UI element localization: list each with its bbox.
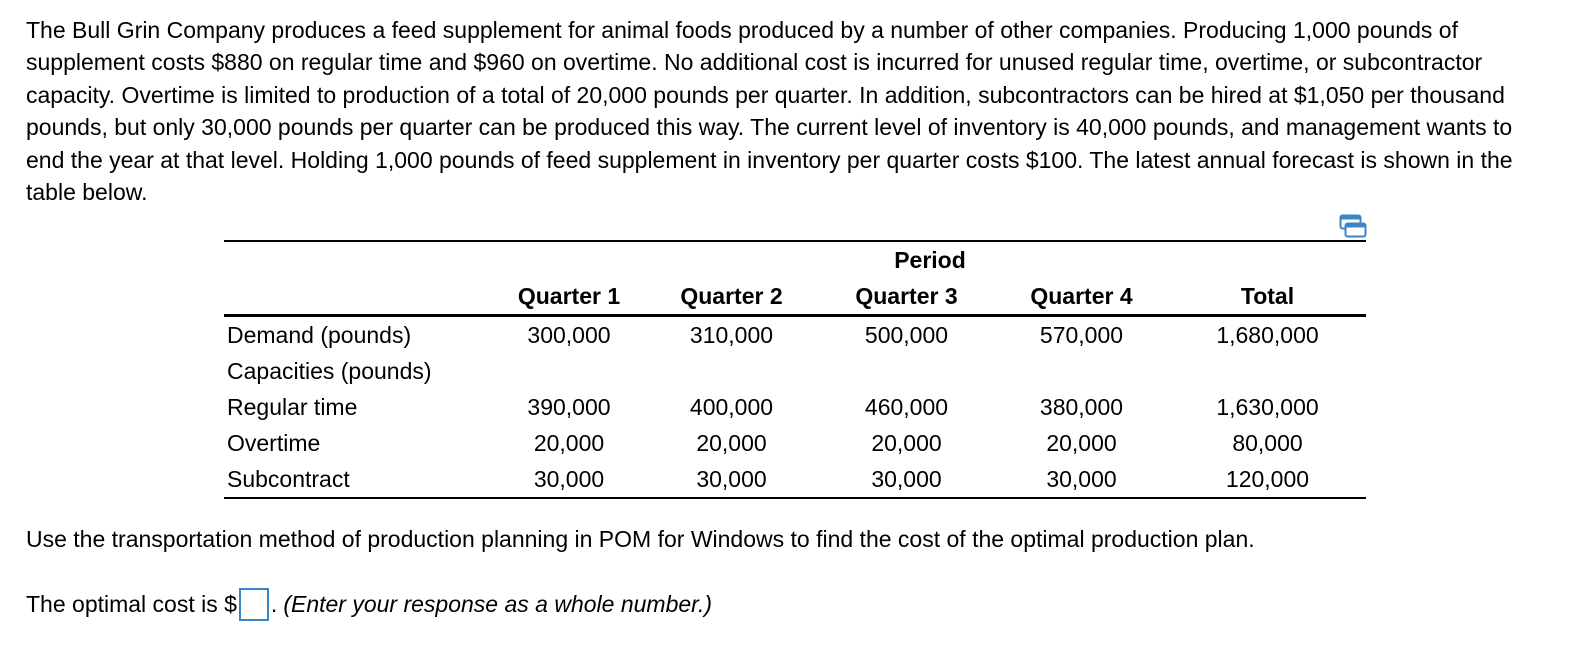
table-cell: 380,000 bbox=[1039, 393, 1124, 420]
table-cell: 460,000 bbox=[864, 393, 949, 420]
table-row-capacities bbox=[224, 353, 1366, 389]
table-cell: 30,000 bbox=[871, 465, 942, 492]
table-cell: 310,000 bbox=[689, 321, 774, 348]
column-header-quarter-3: Quarter 3 bbox=[819, 278, 994, 316]
table-row-subcontract bbox=[224, 461, 1366, 498]
row-label: Overtime bbox=[227, 429, 321, 456]
table-cell bbox=[1169, 353, 1366, 389]
table-cell: 300,000 bbox=[527, 321, 611, 348]
table-cell: 20,000 bbox=[533, 429, 605, 456]
period-header: Period bbox=[894, 246, 966, 273]
row-label: Demand (pounds) bbox=[227, 321, 412, 348]
table-cell: 500,000 bbox=[864, 321, 949, 348]
table-cell: 30,000 bbox=[696, 465, 767, 492]
table-row-regular-time bbox=[224, 389, 1366, 425]
forecast-table bbox=[224, 240, 1366, 499]
table-cell bbox=[494, 353, 644, 389]
table-cell: 30,000 bbox=[533, 465, 605, 492]
column-header-quarter-1: Quarter 1 bbox=[494, 278, 644, 316]
problem-statement: The Bull Grin Company produces a feed supplement for animal foods produced by a number of other companies. Producing 1,000 pounds of supplement costs $880 on regular time and $960 on overtime. No additional cost is incurred for unused regular time, overtime, or subcontractor capacity. Overtime is limited to production of a total of 20,000 pounds per quarter. In addition, subcontractors can be hired at $1,050 per thousand pounds, but only 30,000 pounds per quarter can be produced this way. The current level of inventory is 40,000 pounds, and management wants to end the year at that level. Holding 1,000 pounds of feed supplement in inventory per quarter costs $100. The latest annual forecast is shown in the table below. bbox=[26, 17, 1513, 206]
table-cell: 20,000 bbox=[1046, 429, 1117, 456]
table-cell: 570,000 bbox=[1039, 321, 1124, 348]
table-cell bbox=[819, 353, 994, 389]
answer-prefix: The optimal cost is $ bbox=[26, 591, 237, 617]
answer-line bbox=[26, 588, 712, 621]
row-label: Regular time bbox=[227, 393, 358, 420]
table-cell: 30,000 bbox=[1046, 465, 1117, 492]
answer-hint: (Enter your response as a whole number.) bbox=[283, 591, 713, 617]
row-label: Capacities (pounds) bbox=[227, 357, 432, 384]
table-cell: 1,630,000 bbox=[1216, 393, 1319, 420]
table-cell: 80,000 bbox=[1232, 429, 1303, 456]
table-cell: 120,000 bbox=[1225, 465, 1310, 492]
table-row-overtime bbox=[224, 425, 1366, 461]
table-row-demand bbox=[224, 316, 1366, 354]
table-cell: 20,000 bbox=[696, 429, 767, 456]
column-header-quarter-4: Quarter 4 bbox=[994, 278, 1169, 316]
table-cell: 390,000 bbox=[527, 393, 611, 420]
optimal-cost-input[interactable] bbox=[239, 588, 269, 621]
instruction-text: Use the transportation method of production planning in POM for Windows to find the cost of the optimal production plan. bbox=[26, 526, 1255, 552]
row-label: Subcontract bbox=[227, 465, 350, 492]
table-cell bbox=[644, 353, 819, 389]
column-header-total: Total bbox=[1169, 278, 1366, 316]
table-cell: 1,680,000 bbox=[1216, 321, 1319, 348]
table-cell: 400,000 bbox=[689, 393, 774, 420]
column-header-quarter-2: Quarter 2 bbox=[644, 278, 819, 316]
table-cell: 20,000 bbox=[871, 429, 942, 456]
answer-suffix: . bbox=[270, 591, 278, 617]
copy-to-spreadsheet-icon[interactable] bbox=[1339, 214, 1367, 238]
table-cell bbox=[994, 353, 1169, 389]
forecast-table-container bbox=[224, 240, 1366, 499]
